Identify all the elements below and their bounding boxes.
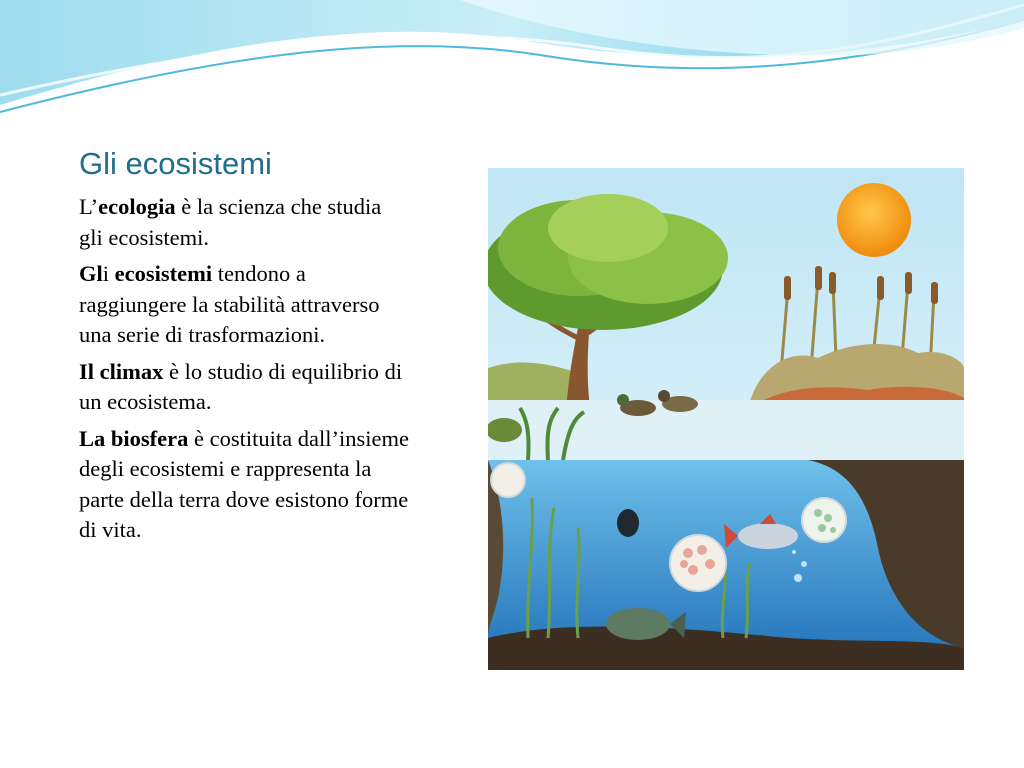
bold-gl: Gl: [79, 261, 103, 286]
sun-icon: [837, 183, 911, 257]
paragraph-text: è la scienza che studia gli ecosistemi.: [79, 194, 382, 250]
paragraph-text: i: [102, 261, 110, 286]
microorganism-circle: [670, 535, 726, 591]
body-text: [79, 192, 409, 552]
bold-term-ecosistemi: ecosistemi: [114, 261, 213, 286]
microorganism-circle: [491, 463, 525, 497]
paragraph-ecosistemi: [79, 259, 409, 351]
paragraph-climax: [79, 357, 409, 418]
paragraph-text: è costituita dall’insieme degli ecosistemi e rappresenta la parte della terra dove esistono forme di vita.: [79, 425, 409, 542]
paragraph-text: tendono a raggiungere la stabilità attraverso una serie di trasformazioni.: [79, 261, 380, 347]
bold-term-climax: Il climax: [79, 358, 164, 384]
header-wave-decoration: [0, 0, 1024, 130]
pond-ecosystem-illustration: [488, 168, 964, 670]
water-beetle-icon: [617, 509, 639, 537]
slide-title: Gli ecosistemi: [79, 146, 272, 181]
paragraph-text: L’: [79, 194, 99, 219]
bold-term-biosfera: La biosfera: [79, 425, 189, 451]
paragraph-biosfera: [79, 424, 409, 546]
paragraph-ecologia: [79, 192, 409, 253]
microorganism-circle: [802, 498, 846, 542]
paragraph-text: è lo studio di equilibrio di un ecosistema.: [79, 358, 403, 414]
bold-term-ecologia: ecologia: [98, 194, 176, 219]
